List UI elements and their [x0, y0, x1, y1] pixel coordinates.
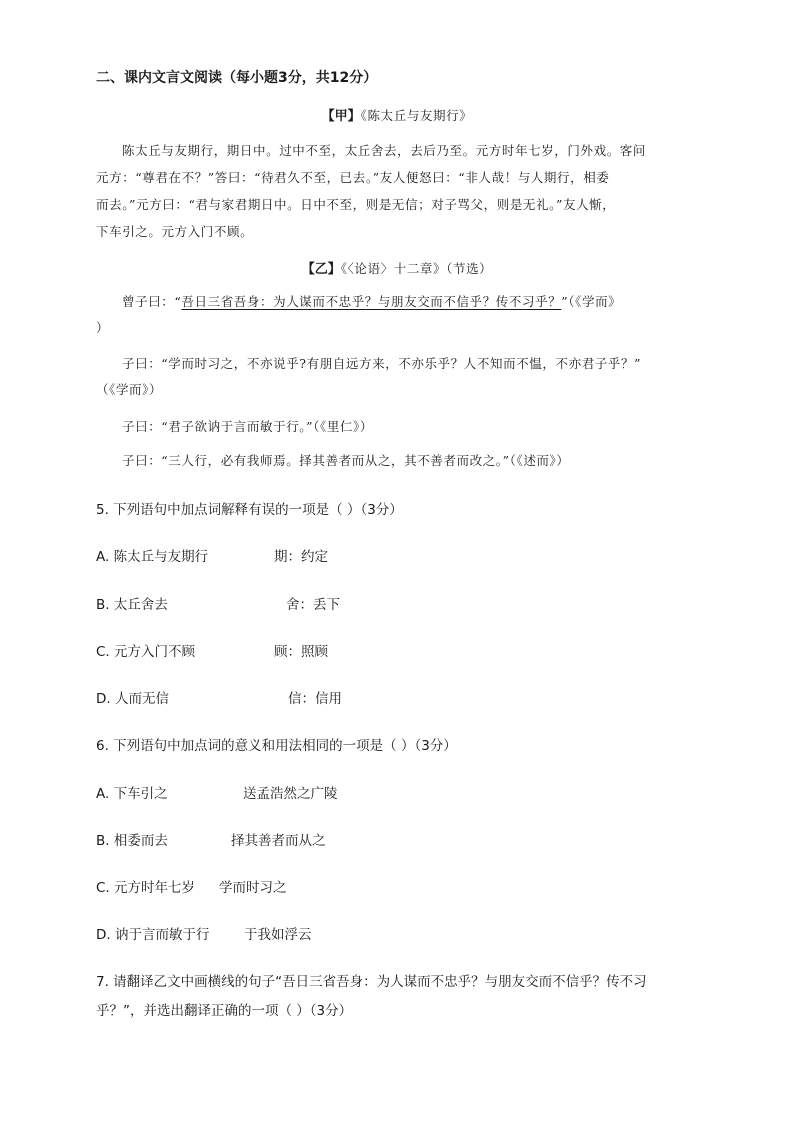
q6-option-b: [96, 829, 326, 849]
q6-option-c-text: C. 元方时年七岁: [96, 880, 196, 896]
passage-b-sentence-4: 子曰：“三人行，必有我师焉。择其善者而从之，其不善者而改之。”（《述而》）: [122, 453, 570, 468]
q6-option-d: [96, 923, 312, 943]
passage-b-header: [0, 258, 794, 277]
q5-option-c: [96, 640, 328, 660]
passage-b-title: 《〈论语〉十二章》（节选）: [340, 261, 493, 276]
passage-a-bracket: 【甲】: [321, 109, 361, 124]
sentence-1-source: ”（《学而》: [561, 294, 622, 309]
passage-a-line: 元方：“尊君在不？”答曰：“待君久不至，已去。”友人便怒曰：“非人哉！与人期行，相委: [96, 170, 610, 185]
q6-option-c: [96, 876, 287, 896]
q6-option-a-text: A. 下车引之: [96, 786, 168, 802]
q5-option-c-text: C. 元方入门不顾: [96, 644, 196, 660]
passage-a-line: 陈太丘与友期行，期日中。过中不至，太丘舍去，去后乃至。元方时年七岁，门外戏。客问: [122, 143, 647, 158]
q5-option-d-gloss: 信：信用: [288, 691, 342, 707]
q6-option-b-compare: 择其善者而从之: [231, 833, 326, 849]
q5-option-b-text: B. 太丘舍去: [96, 597, 168, 613]
q5-option-a-text: A. 陈太丘与友期行: [96, 549, 209, 565]
question-7-line-2: 乎？”，并选出翻译正确的一项（ ）（3分）: [96, 1003, 353, 1019]
q6-option-a-compare: 送孟浩然之广陵: [243, 786, 338, 802]
q5-option-d-text: D. 人而无信: [96, 691, 169, 707]
q5-option-a-gloss: 期：约定: [274, 549, 328, 565]
q6-option-d-compare: 于我如浮云: [244, 927, 312, 943]
section-title: 二、课内文言文阅读（每小题3分，共12分）: [96, 70, 378, 86]
question-7-line-1: 7. 请翻译乙文中画横线的句子“吾日三省吾身：为人谋而不忠乎？与朋友交而不信乎？传不习: [96, 974, 647, 990]
sentence-1-prefix: 曾子曰：“: [122, 294, 182, 309]
passage-a-line: 下车引之。元方入门不顾。: [96, 224, 254, 239]
q6-option-d-text: D. 讷于言而敏于行: [96, 927, 210, 943]
passage-b-sentence-3: 子曰：“君子欲讷于言而敏于行。”（《里仁》）: [122, 419, 373, 434]
q5-option-a: [96, 545, 328, 565]
sentence-2-source: （《学而》）: [96, 382, 163, 397]
question-6-stem: 6. 下列语句中加点词的意义和用法相同的一项是（ ）（3分）: [96, 738, 457, 754]
passage-b-bracket: 【乙】: [301, 262, 341, 277]
underlined-sentence: 吾日三省吾身：为人谋而不忠乎？与朋友交而不信乎？传不习乎？: [181, 294, 562, 309]
passage-b-sentence-1: [122, 292, 621, 310]
q6-option-b-text: B. 相委而去: [96, 833, 168, 849]
passage-a-line: 而去。”元方曰：“君与家君期日中。日中不至，则是无信；对子骂父，则是无礼。”友人惭，: [96, 197, 616, 212]
passage-b-sentence-2: 子曰：“学而时习之，不亦说乎?有朋自远方来，不亦乐乎？人不知而不愠，不亦君子乎？”: [122, 356, 642, 371]
q5-option-b: [96, 593, 340, 613]
q5-option-d: [96, 687, 342, 707]
q5-option-b-gloss: 舍：丢下: [286, 597, 340, 613]
q6-option-a: [96, 782, 338, 802]
q6-option-c-compare: 学而时习之: [219, 880, 287, 896]
sentence-1-wrap: ）: [96, 320, 110, 335]
passage-a-header: [0, 105, 794, 124]
q5-option-c-gloss: 顾：照顾: [274, 644, 328, 660]
question-5-stem: 5. 下列语句中加点词解释有误的一项是（ ）（3分）: [96, 502, 403, 518]
passage-a-title: 《陈太丘与友期行》: [360, 108, 473, 123]
